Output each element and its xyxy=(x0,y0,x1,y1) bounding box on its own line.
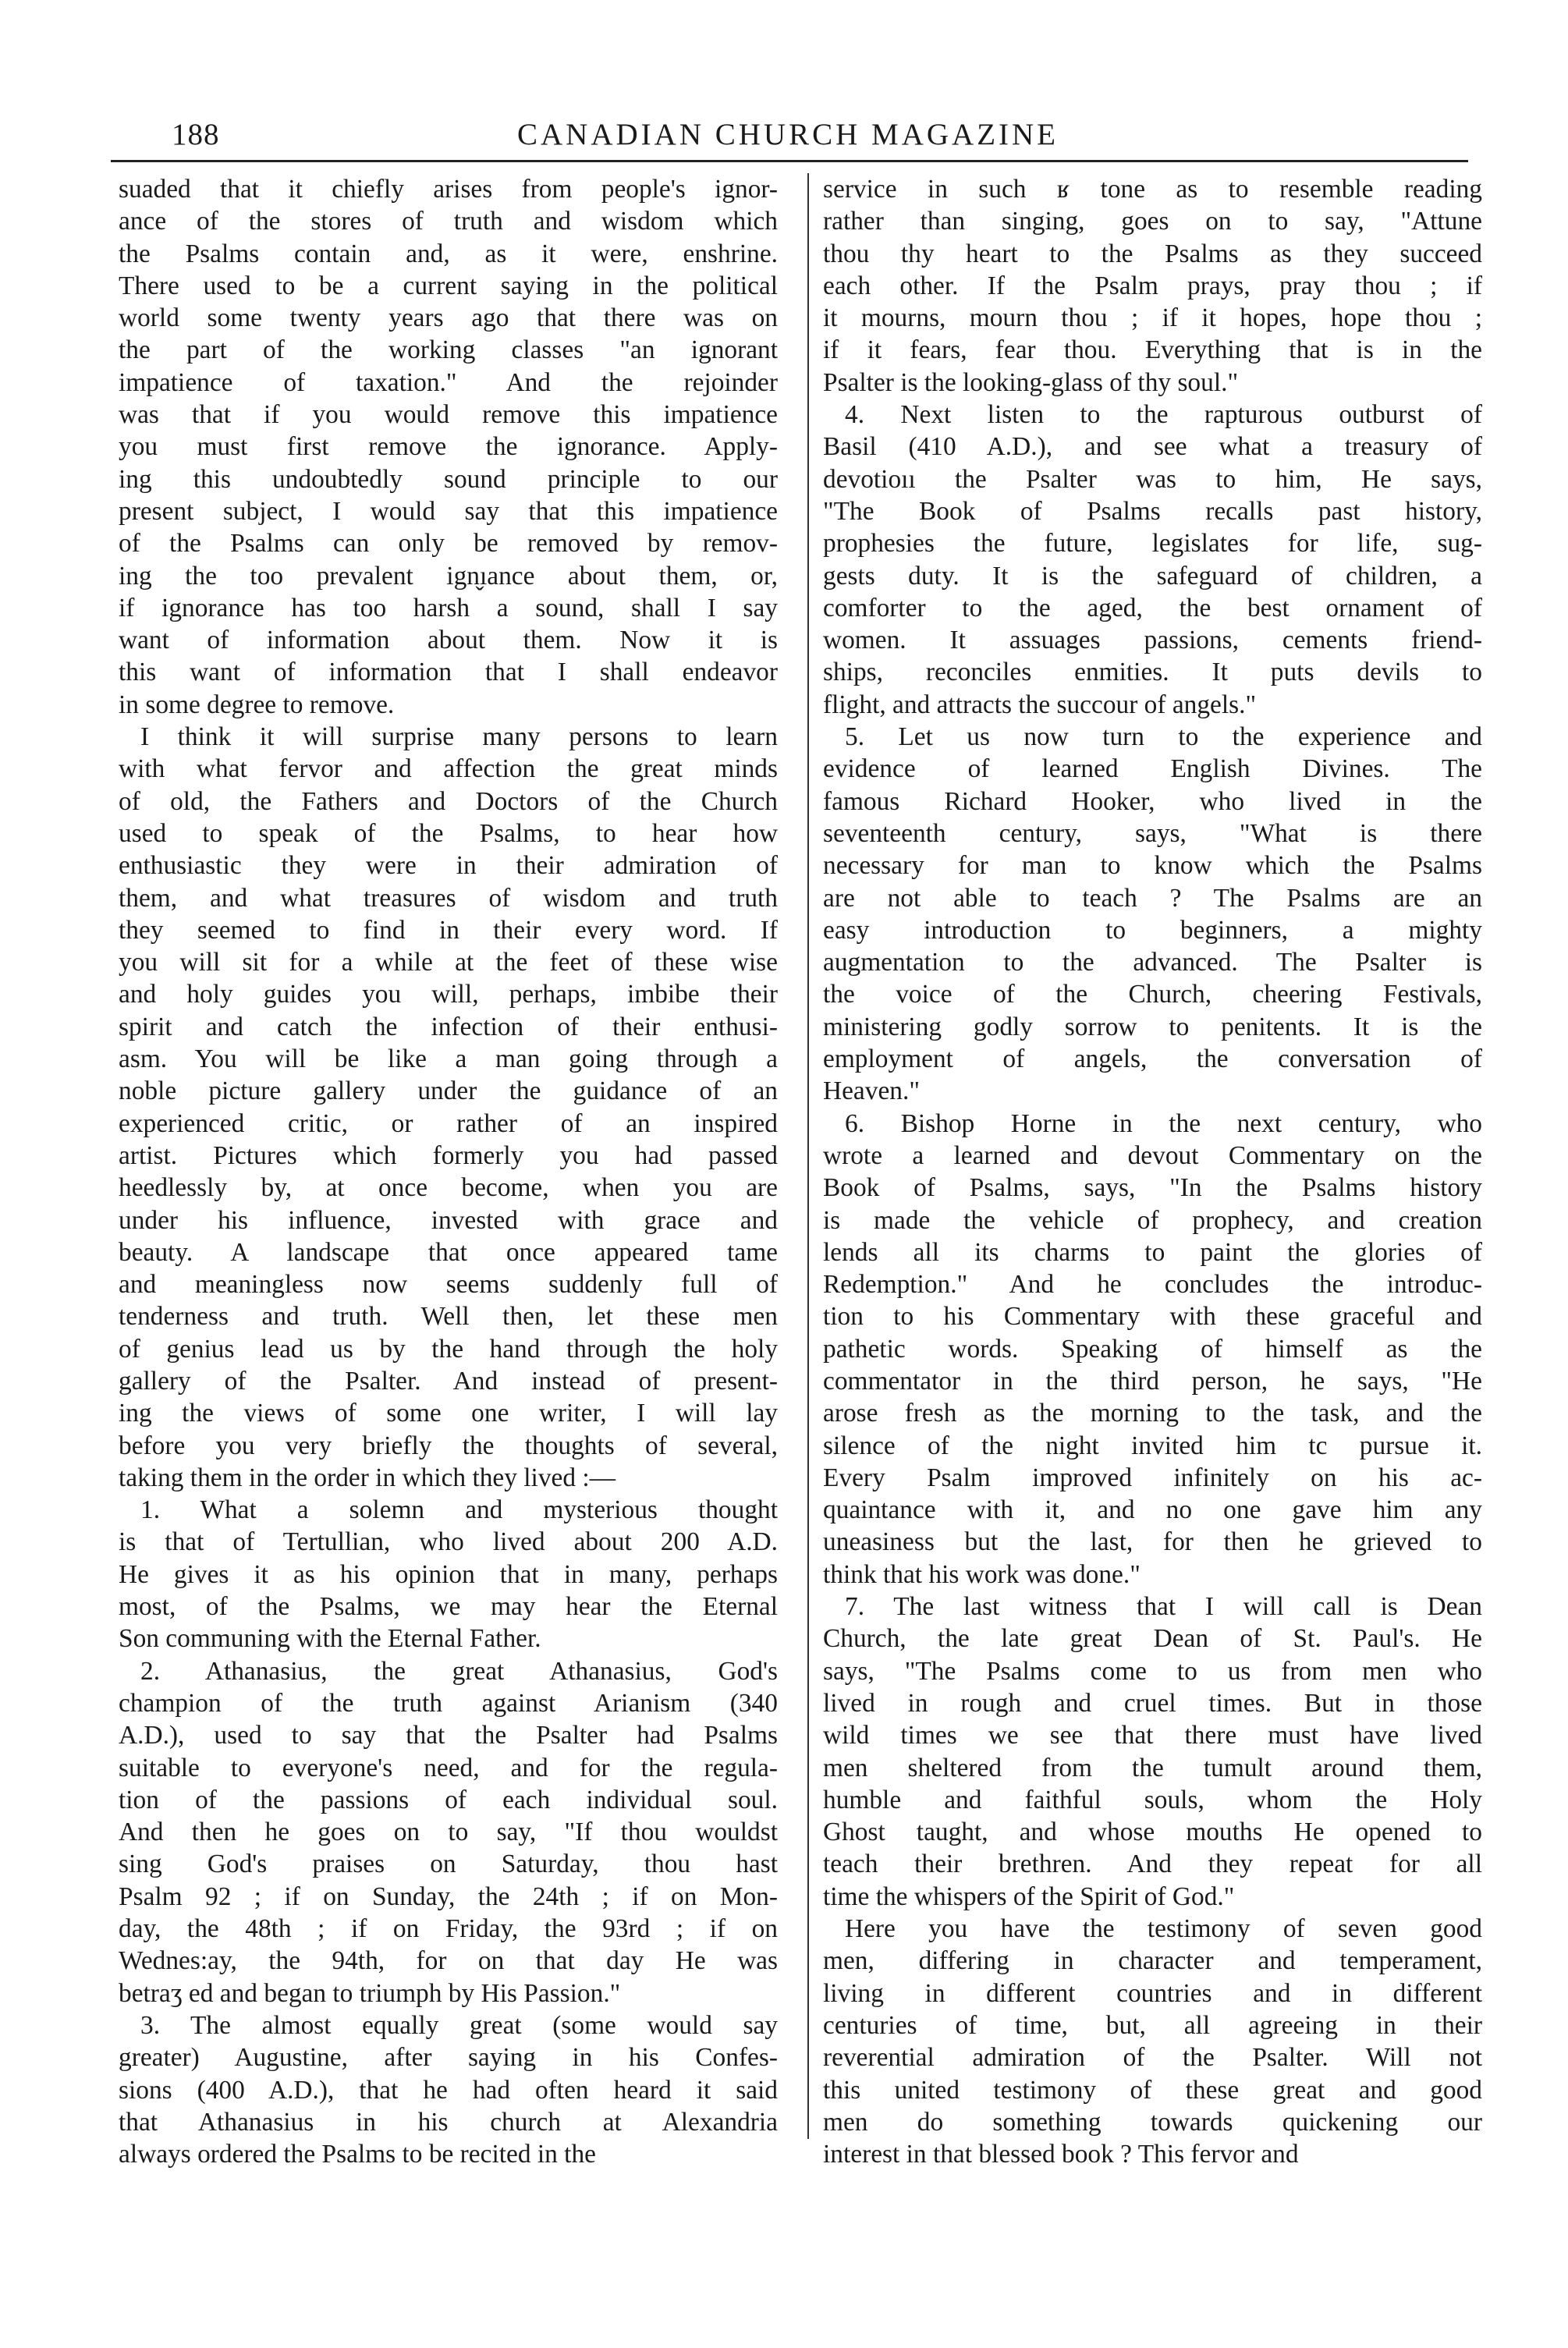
text-line: Wednes:ay, the 94th, for on that day He was xyxy=(119,1946,778,1976)
text-line: tion of the passions of each individual soul. xyxy=(119,1785,778,1814)
text-line: taking them in the order in which they lived :— xyxy=(119,1463,616,1492)
text-line: ance of the stores of truth and wisdom which xyxy=(119,207,778,236)
text-line: want of information about them. Now it is xyxy=(119,626,778,655)
text-line: pathetic words. Speaking of himself as the xyxy=(823,1334,1482,1364)
text-line: flight, and attracts the succour of angels." xyxy=(823,690,1257,719)
text-line: ministering godly sorrow to penitents. It is the xyxy=(823,1012,1482,1041)
text-line: reverential admiration of the Psalter. Will not xyxy=(823,2043,1482,2073)
text-line: arose fresh as the morning to the task, and the xyxy=(823,1399,1482,1428)
text-line: of old, the Fathers and Doctors of the Church xyxy=(119,786,778,816)
text-line: spirit and catch the infection of their enthusi- xyxy=(119,1012,778,1041)
text-line: And then he goes on to say, "If thou wouldst xyxy=(119,1818,778,1847)
text-line: ing the views of some one writer, I will lay xyxy=(119,1399,778,1428)
text-line: sions (400 A.D.), that he had often heard it said xyxy=(119,2075,778,2105)
text-line: experienced critic, or rather of an inspired xyxy=(119,1108,778,1138)
text-line: men sheltered from the tumult around them, xyxy=(823,1753,1482,1782)
text-line: tenderness and truth. Well then, let these men xyxy=(119,1302,778,1332)
text-line: humble and faithful souls, whom the Holy xyxy=(823,1785,1482,1814)
text-line: wild times we see that there must have lived xyxy=(823,1721,1482,1750)
paragraph xyxy=(823,1591,1482,1913)
text-line: 1. What a solemn and mysterious thought xyxy=(140,1495,778,1525)
column-divider xyxy=(807,173,809,2139)
text-line: says, "The Psalms come to us from men who xyxy=(823,1656,1482,1686)
text-line: interest in that blessed book ? This fervor and xyxy=(823,2140,1299,2169)
text-line: asm. You will be like a man going through a xyxy=(119,1045,778,1074)
text-line: gests duty. It is the safeguard of children, a xyxy=(823,561,1482,591)
right-column xyxy=(823,173,1482,2170)
text-line: augmentation to the advanced. The Psalter is xyxy=(823,948,1482,977)
text-line: each other. If the Psalm prays, pray thou ; if xyxy=(823,271,1482,300)
text-line: gallery of the Psalter. And instead of present- xyxy=(119,1366,778,1396)
text-line: Ghost taught, and whose mouths He opened to xyxy=(823,1818,1482,1847)
text-line: champion of the truth against Arianism (340 xyxy=(119,1688,778,1718)
text-line: There used to be a current saying in the political xyxy=(119,271,778,300)
text-line: wrote a learned and devout Commentary on the xyxy=(823,1140,1482,1170)
text-line: Here you have the testimony of seven good xyxy=(845,1914,1482,1944)
text-line: the voice of the Church, cheering Festivals, xyxy=(823,980,1482,1009)
text-line: are not able to teach ? The Psalms are an xyxy=(823,883,1482,913)
text-line: living in different countries and in different xyxy=(823,1978,1482,2008)
text-line: noble picture gallery under the guidance of an xyxy=(119,1076,778,1106)
text-line: women. It assuages passions, cements friend- xyxy=(823,626,1482,655)
header-rule xyxy=(111,160,1468,162)
text-line: easy introduction to beginners, a mighty xyxy=(823,915,1482,945)
text-line: time the whispers of the Spirit of God." xyxy=(823,1882,1235,1911)
text-line: Church, the late great Dean of St. Paul's. He xyxy=(823,1624,1482,1654)
text-line: is that of Tertullian, who lived about 200 A.D. xyxy=(119,1527,778,1557)
paragraph xyxy=(823,173,1482,399)
text-line: in some degree to remove. xyxy=(119,690,395,719)
text-line: uneasiness but the last, for then he grieved to xyxy=(823,1527,1482,1557)
text-line: teach their brethren. And they repeat for all xyxy=(823,1850,1482,1879)
text-line: lends all its charms to paint the glories of xyxy=(823,1237,1482,1267)
text-line: ing the too prevalent ign̬ıance about them, or, xyxy=(119,561,778,591)
text-line: centuries of time, but, all agreeing in their xyxy=(823,2010,1482,2040)
text-line: commentator in the third person, he says, "He xyxy=(823,1366,1482,1396)
text-line: before you very briefly the thoughts of several, xyxy=(119,1431,778,1460)
text-line: A.D.), used to say that the Psalter had Psalms xyxy=(119,1721,778,1750)
text-line: they seemed to find in their every word. If xyxy=(119,915,778,945)
text-line: present subject, I would say that this impatience xyxy=(119,496,778,526)
text-line: enthusiastic they were in their admiration of xyxy=(119,851,778,881)
text-line: and meaningless now seems suddenly full of xyxy=(119,1270,778,1300)
text-line: comforter to the aged, the best ornament of xyxy=(823,593,1482,622)
text-line: heedlessly by, at once become, when you are xyxy=(119,1173,778,1203)
page-header xyxy=(55,117,1521,164)
text-line: used to speak of the Psalms, to hear how xyxy=(119,818,778,848)
text-line: He gives it as his opinion that in many, perhaps xyxy=(119,1559,778,1589)
text-line: Redemption." And he concludes the introduc- xyxy=(823,1270,1482,1300)
text-line: 2. Athanasius, the great Athanasius, God's xyxy=(140,1656,778,1686)
paragraph xyxy=(119,1655,778,2009)
text-line: suaded that it chiefly arises from people's ignor- xyxy=(119,175,778,204)
text-line: rather than singing, goes on to say, "Attune xyxy=(823,207,1482,236)
text-line: lived in rough and cruel times. But in those xyxy=(823,1688,1482,1718)
text-line: them, and what treasures of wisdom and truth xyxy=(119,883,778,913)
left-column xyxy=(119,173,778,2170)
text-line: ing this undoubtedly sound principle to our xyxy=(119,464,778,494)
text-line: ships, reconciles enmities. It puts devils to xyxy=(823,658,1482,687)
text-line: this want of information that I shall endeavor xyxy=(119,658,778,687)
text-line: seventeenth century, says, "What is there xyxy=(823,818,1482,848)
text-line: tion to his Commentary with these graceful and xyxy=(823,1302,1482,1332)
text-line: of genius lead us by the hand through the holy xyxy=(119,1334,778,1364)
text-line: under his influence, invested with grace and xyxy=(119,1205,778,1235)
text-line: with what fervor and affection the great minds xyxy=(119,754,778,784)
text-line: it mourns, mourn thou ; if it hopes, hope thou ; xyxy=(823,303,1482,333)
text-line: 7. The last witness that I will call is Dean xyxy=(845,1592,1482,1622)
paragraph xyxy=(119,721,778,1494)
text-line: Psalter is the looking-glass of thy soul." xyxy=(823,367,1239,397)
paragraph xyxy=(823,721,1482,1108)
paragraph xyxy=(823,399,1482,721)
paragraph xyxy=(823,1108,1482,1591)
text-line: greater) Augustine, after saying in his Confes- xyxy=(119,2043,778,2073)
page-number: 188 xyxy=(172,118,220,151)
text-line: if it fears, fear thou. Everything that is in the xyxy=(823,335,1482,365)
text-line: men, differing in character and temperament, xyxy=(823,1946,1482,1976)
text-line: thou thy heart to the Psalms as they succeed xyxy=(823,239,1482,268)
text-line: the Psalms contain and, as it were, enshrine. xyxy=(119,239,778,268)
text-line: beauty. A landscape that once appeared tame xyxy=(119,1237,778,1267)
paragraph xyxy=(823,1913,1482,2170)
text-line: Heaven." xyxy=(823,1076,920,1106)
text-line: sing God's praises on Saturday, thou hast xyxy=(119,1850,778,1879)
text-line: employment of angels, the conversation of xyxy=(823,1045,1482,1074)
text-line: suitable to everyone's need, and for the regula- xyxy=(119,1753,778,1782)
text-line: world some twenty years ago that there was on xyxy=(119,303,778,333)
text-line: betraʒ ed and began to triumph by His Passion." xyxy=(119,1978,621,2008)
text-line: I think it will surprise many persons to learn xyxy=(140,722,778,752)
paragraph xyxy=(119,1494,778,1655)
text-line: this united testimony of these great and good xyxy=(823,2075,1482,2105)
text-line: that Athanasius in his church at Alexandria xyxy=(119,2107,778,2137)
text-line: think that his work was done." xyxy=(823,1559,1141,1589)
text-line: most, of the Psalms, we may hear the Eternal xyxy=(119,1592,778,1622)
text-line: Every Psalm improved infinitely on his ac- xyxy=(823,1463,1482,1492)
text-line: silence of the night invited him tc pursue it. xyxy=(823,1431,1482,1460)
text-line: was that if you would remove this impatience xyxy=(119,400,778,430)
text-line: day, the 48th ; if on Friday, the 93rd ; if on xyxy=(119,1914,778,1944)
text-line: always ordered the Psalms to be recited in the xyxy=(119,2140,596,2169)
text-line: 5. Let us now turn to the experience and xyxy=(845,722,1482,752)
paragraph xyxy=(119,173,778,721)
text-line: Psalm 92 ; if on Sunday, the 24th ; if on Mon- xyxy=(119,1882,778,1911)
text-line: if ignorance has too harsh a sound, shall I say xyxy=(119,593,778,622)
text-line: service in such ʁ tone as to resemble reading xyxy=(823,175,1482,204)
text-line: impatience of taxation." And the rejoinder xyxy=(119,367,778,397)
text-line: Book of Psalms, says, "In the Psalms history xyxy=(823,1173,1482,1203)
paragraph xyxy=(119,2009,778,2170)
running-title: CANADIAN CHURCH MAGAZINE xyxy=(517,118,1059,151)
text-line: the part of the working classes "an ignorant xyxy=(119,335,778,365)
text-line: "The Book of Psalms recalls past history, xyxy=(823,496,1482,526)
text-line: 6. Bishop Horne in the next century, who xyxy=(845,1108,1482,1138)
text-line: evidence of learned English Divines. The xyxy=(823,754,1482,784)
text-line: is made the vehicle of prophecy, and creation xyxy=(823,1205,1482,1235)
text-line: you will sit for a while at the feet of these wise xyxy=(119,948,778,977)
text-line: prophesies the future, legislates for life, sug- xyxy=(823,529,1482,559)
text-line: you must first remove the ignorance. Apply- xyxy=(119,432,778,462)
text-line: Basil (410 A.D.), and see what a treasury of xyxy=(823,432,1482,462)
text-line: men do something towards quickening our xyxy=(823,2107,1482,2137)
text-line: necessary for man to know which the Psalms xyxy=(823,851,1482,881)
text-line: Son communing with the Eternal Father. xyxy=(119,1624,541,1654)
text-line: devotioıı the Psalter was to him, He says, xyxy=(823,464,1482,494)
text-line: 3. The almost equally great (some would say xyxy=(140,2010,778,2040)
text-line: artist. Pictures which formerly you had passed xyxy=(119,1140,778,1170)
text-line: famous Richard Hooker, who lived in the xyxy=(823,786,1482,816)
text-line: quaintance with it, and no one gave him any xyxy=(823,1495,1482,1525)
text-line: 4. Next listen to the rapturous outburst of xyxy=(845,400,1482,430)
text-line: of the Psalms can only be removed by remov- xyxy=(119,529,778,559)
text-line: and holy guides you will, perhaps, imbibe their xyxy=(119,980,778,1009)
